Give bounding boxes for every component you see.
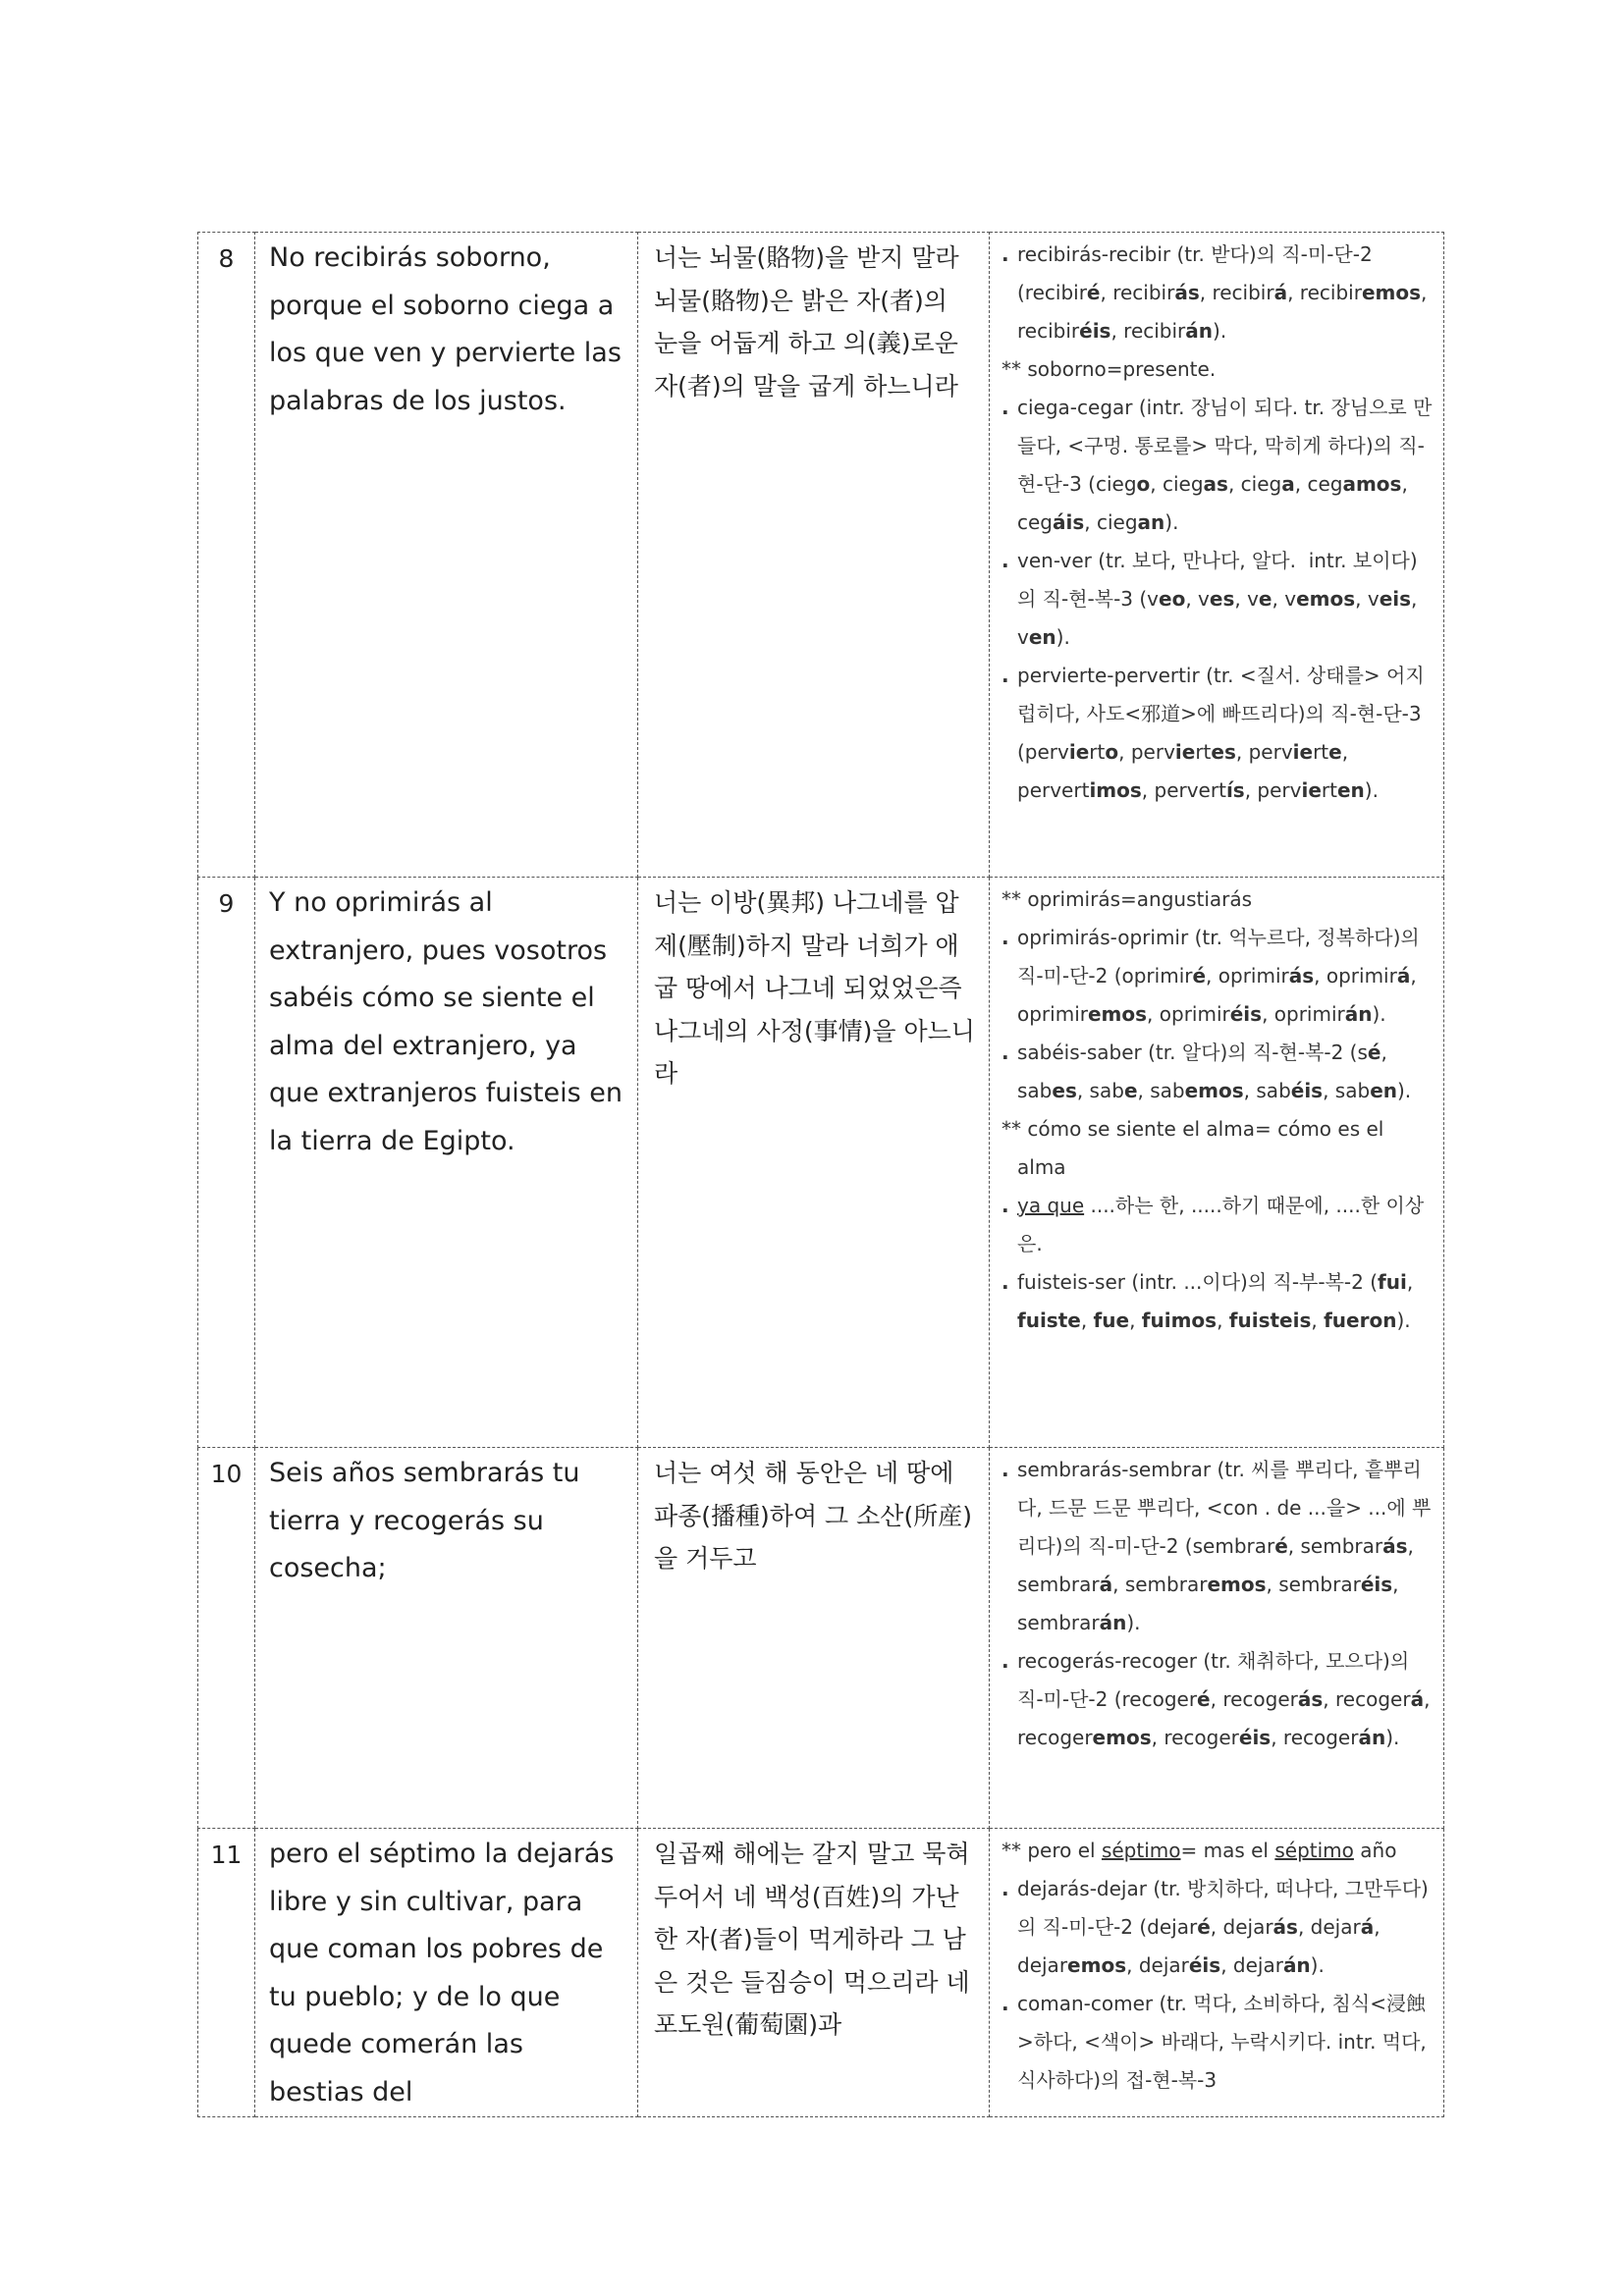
- note-entry: ** pero el séptimo= mas el séptimo año: [1001, 1839, 1397, 1862]
- note-entry: ** oprimirás=angustiarás: [1001, 887, 1253, 911]
- table-row: [198, 878, 1444, 1448]
- note-entry: . pervierte-pervertir (tr. <질서. 상태를> 어지럽히다, 사도<邪道>에 빠뜨리다)의 직-현-단-3 (pervierto, perviertes, pervierte, pervertimos, pervertís, pervierten).: [1001, 664, 1425, 802]
- korean-text: 너는 여섯 해 동안은 네 땅에 파종(播種)하여 그 소산(所産)을 거두고: [638, 1448, 990, 1829]
- grammar-notes: [990, 1829, 1444, 2117]
- verse-number: 11: [198, 1829, 255, 2117]
- note-entry: ** cómo se siente el alma= cómo es el alma: [1001, 1117, 1384, 1179]
- grammar-notes: [990, 1448, 1444, 1829]
- note-entry: . recibirás-recibir (tr. 받다)의 직-미-단-2 (recibiré, recibirás, recibirá, recibiremos, recibiréis, recibirán).: [1001, 242, 1428, 343]
- spanish-text: Seis años sembrarás tu tierra y recogerás su cosecha;: [255, 1448, 638, 1829]
- verse-number: 10: [198, 1448, 255, 1829]
- spanish-text: No recibirás soborno, porque el soborno ciega a los que ven y pervierte las palabras de los justos.: [255, 233, 638, 878]
- note-entry: . ciega-cegar (intr. 장님이 되다. tr. 장님으로 만들다, <구멍. 통로를> 막다, 막히게 하다)의 직-현-단-3 (ciego, ciegas, ciega, cegamos, cegáis, ciegan).: [1001, 396, 1433, 534]
- korean-text: 일곱째 해에는 갈지 말고 묵혀두어서 네 백성(百姓)의 가난한 자(者)들이 먹게하라 그 남은 것은 들짐승이 먹으리라 네 포도원(葡萄園)과: [638, 1829, 990, 2117]
- grammar-notes: [990, 878, 1444, 1448]
- note-entry: . dejarás-dejar (tr. 방치하다, 떠나다, 그만두다)의 직-미-단-2 (dejaré, dejarás, dejará, dejaremos, dejaréis, dejarán).: [1001, 1877, 1429, 1977]
- korean-text: 너는 뇌물(賂物)을 받지 말라 뇌물(賂物)은 밝은 자(者)의 눈을 어둡게 하고 의(義)로운 자(者)의 말을 굽게 하느니라: [638, 233, 990, 878]
- table-row: [198, 233, 1444, 878]
- verse-number: 8: [198, 233, 255, 878]
- verse-number: 9: [198, 878, 255, 1448]
- note-entry: . ven-ver (tr. 보다, 만나다, 알다. intr. 보이다)의 직-현-복-3 (veo, ves, ve, vemos, veis, ven).: [1001, 549, 1418, 649]
- note-entry: . coman-comer (tr. 먹다, 소비하다, 침식<浸蝕>하다, <색이> 바래다, 누락시키다. intr. 먹다, 식사하다)의 접-현-복-3: [1001, 1992, 1427, 2092]
- note-entry: . sabéis-saber (tr. 알다)의 직-현-복-2 (sé, sabes, sabe, sabemos, sabéis, saben).: [1001, 1041, 1412, 1102]
- spanish-text: pero el séptimo la dejarás libre y sin cultivar, para que coman los pobres de tu pueblo; y de lo que quede comerán las bestias del: [255, 1829, 638, 2117]
- korean-text: 너는 이방(異邦) 나그네를 압제(壓制)하지 말라 너희가 애굽 땅에서 나그네 되었었은즉 나그네의 사정(事情)을 아느니라: [638, 878, 990, 1448]
- note-entry: . recogerás-recoger (tr. 채취하다, 모으다)의 직-미-단-2 (recogeré, recogerás, recogerá, recogeremos, recogeréis, recogerán).: [1001, 1649, 1431, 1749]
- grammar-notes: [990, 233, 1444, 878]
- note-entry: . sembrarás-sembrar (tr. 씨를 뿌리다, 흩뿌리다, 드문 드문 뿌리다, <con . de ...을> ...에 뿌리다)의 직-미-단-2 (sembraré, sembrarás, sembrará, sembraremos, sembraréis, sembrarán).: [1001, 1458, 1432, 1634]
- note-entry: . oprimirás-oprimir (tr. 억누르다, 정복하다)의 직-미-단-2 (oprimiré, oprimirás, oprimirá, oprimiremos, oprimiréis, oprimirán).: [1001, 926, 1420, 1026]
- table-row: [198, 1829, 1444, 2117]
- note-entry: ** soborno=presente.: [1001, 357, 1217, 381]
- spanish-text: Y no oprimirás al extranjero, pues vosotros sabéis cómo se siente el alma del extranjero, ya que extranjeros fuisteis en la tierra de Egipto.: [255, 878, 638, 1448]
- verse-table: [197, 232, 1444, 2117]
- table-row: [198, 1448, 1444, 1829]
- note-entry: . fuisteis-ser (intr. ...이다)의 직-부-복-2 (fui, fuiste, fue, fuimos, fuisteis, fueron).: [1001, 1270, 1414, 1332]
- note-entry: . ya que ....하는 한, .....하기 때문에, ....한 이상은.: [1001, 1194, 1425, 1255]
